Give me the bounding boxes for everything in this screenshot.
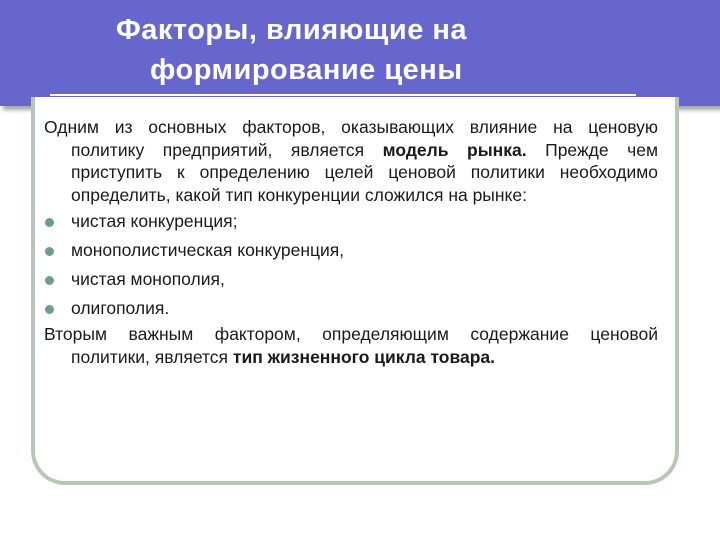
bullet-dot-icon	[45, 276, 54, 285]
bullet-dot-icon	[45, 218, 54, 227]
paragraph-2-text-before: Вторым важным фактором, определяющим содержание ценовой политики, является	[44, 323, 658, 367]
title-underline	[50, 94, 636, 96]
title-line-2: формирование цены	[150, 54, 463, 86]
list-item-label: монополистическая конкуренция,	[71, 239, 345, 260]
paragraph-1-bold: модель рынка.	[382, 139, 527, 160]
slide-body	[44, 116, 658, 368]
paragraph-life-cycle	[44, 323, 658, 368]
bullet-dot-icon	[45, 247, 54, 256]
list-item-label: чистая конкуренция;	[71, 210, 238, 231]
list-item	[44, 236, 658, 265]
title-banner	[0, 0, 720, 106]
paragraph-market-model	[44, 116, 658, 207]
list-item	[44, 294, 658, 323]
competition-types-list	[44, 207, 658, 323]
list-item	[44, 265, 658, 294]
title-line-1: Факторы, влияющие на	[116, 14, 468, 46]
slide-title	[116, 10, 676, 90]
paragraph-1-text-after: Прежде чем приступить к определению целей ценовой политики необходимо определить, какой тип конкуренции сложился на рынке:	[71, 139, 659, 206]
paragraph-2-bold: тип жизненного цикла товара.	[232, 346, 496, 367]
list-item	[44, 207, 658, 236]
paragraph-1-text-before: Одним из основных факторов, оказывающих влияние на ценовую политику предприятий, является	[44, 117, 658, 160]
list-item-label: олигополия.	[71, 297, 170, 318]
bullet-dot-icon	[45, 305, 54, 314]
list-item-label: чистая монополия,	[71, 268, 225, 289]
